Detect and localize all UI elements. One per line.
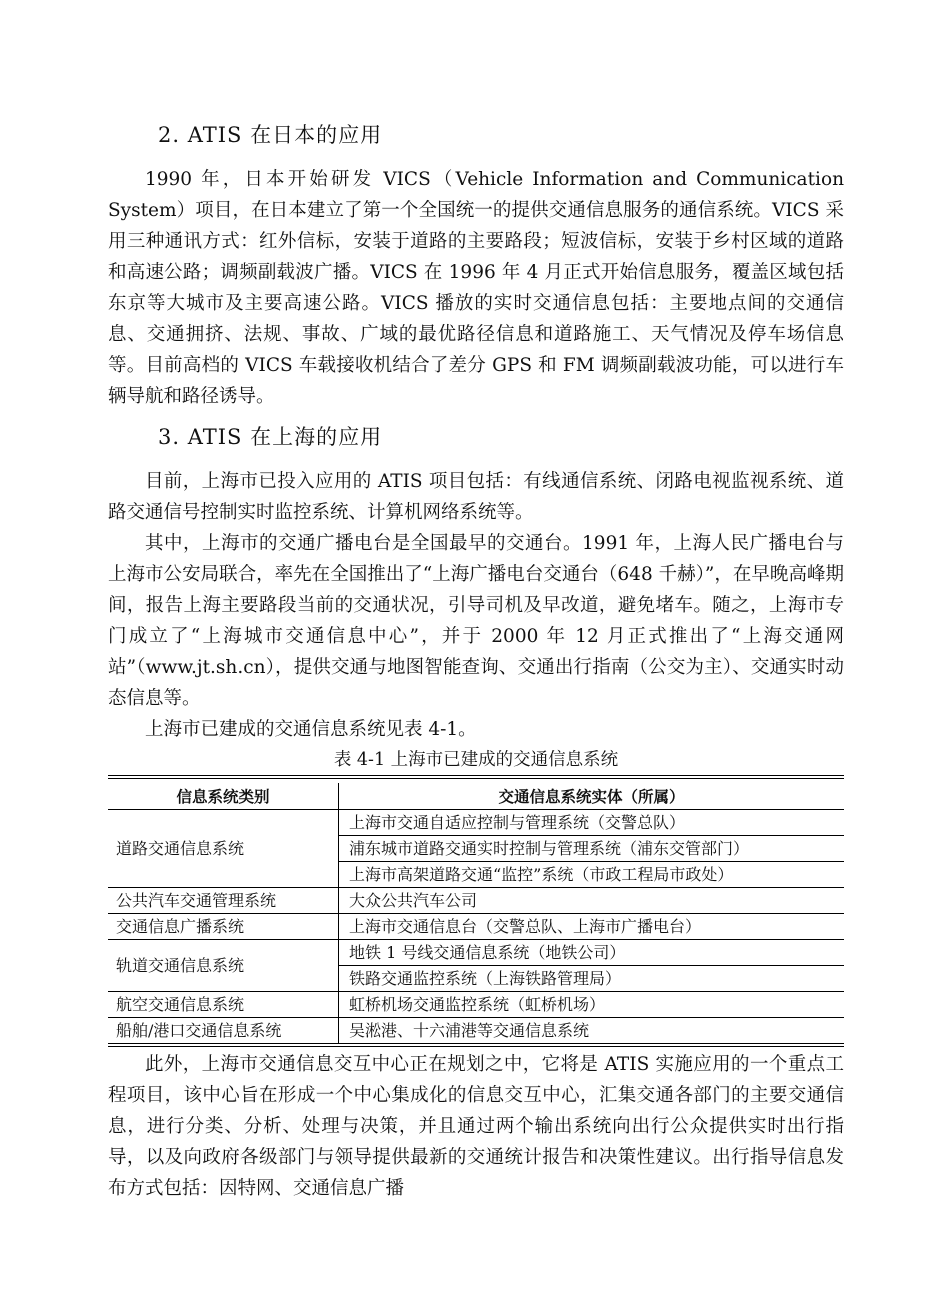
- table-row: [108, 940, 844, 966]
- paragraph-after-table: 此外，上海市交通信息交互中心正在规划之中，它将是 ATIS 实施应用的一个重点工程项目，该中心旨在形成一个中心集成化的信息交互中心，汇集交通各部门的主要交通信息，进行分类、分析、处理与决策，并且通过两个输出系统向出行公众提供实时出行指导，以及向政府各级部门与领导提供最新的交通统计报告和决策性建议。出行指导信息发布方式包括：因特网、交通信息广播: [108, 1054, 844, 1199]
- table-top-rule: [108, 775, 844, 779]
- table-cell-entity: 虹桥机场交通监控系统（虹桥机场）: [339, 992, 845, 1018]
- paragraph-shanghai-1: 目前，上海市已投入应用的 ATIS 项目包括：有线通信系统、闭路电视监视系统、道路交通信号控制实时监控系统、计算机网络系统等。: [108, 471, 844, 523]
- table-row: [108, 810, 844, 836]
- table-cell-category: 交通信息广播系统: [108, 914, 339, 940]
- heading-atis-japan: 2. ATIS 在日本的应用: [158, 123, 383, 147]
- table-row: [108, 888, 844, 914]
- table-header-entity: 交通信息系统实体（所属）: [339, 783, 845, 810]
- table-cell-category: 道路交通信息系统: [108, 810, 339, 888]
- table-row: [108, 1018, 844, 1044]
- table-cell-category: 轨道交通信息系统: [108, 940, 339, 992]
- table-row: [108, 992, 844, 1018]
- paragraph-shanghai-3: 上海市已建成的交通信息系统见表 4-1。: [145, 719, 477, 740]
- table-cell-entity: 浦东城市道路交通实时控制与管理系统（浦东交管部门）: [339, 836, 845, 862]
- table-header-category: 信息系统类别: [108, 783, 339, 810]
- table-cell-entity: 铁路交通监控系统（上海铁路管理局）: [339, 966, 845, 992]
- table-row: [108, 914, 844, 940]
- paragraph-shanghai-2: 其中，上海市的交通广播电台是全国最早的交通台。1991 年，上海人民广播电台与上海市公安局联合，率先在全国推出了“上海广播电台交通台（648 千赫）”，在早晚高峰期间，报告上海主要路段当前的交通状况，引导司机及早改道，避免堵车。随之，上海市专门成立了“上海城市交通信息中心”，并于 2000 年 12 月正式推出了“上海交通网站”（www.jt.sh.cn），提供交通与地图智能查询、交通出行指南（公交为主）、交通实时动态信息等。: [108, 533, 844, 709]
- table-header-row: [108, 783, 844, 810]
- table-caption: 表 4-1 上海市已建成的交通信息系统: [333, 750, 619, 770]
- table-cell-entity: 地铁 1 号线交通信息系统（地铁公司）: [339, 940, 845, 966]
- table-cell-category: 航空交通信息系统: [108, 992, 339, 1018]
- table-cell-category: 船舶/港口交通信息系统: [108, 1018, 339, 1044]
- traffic-info-table: [108, 783, 844, 1043]
- table-cell-entity: 大众公共汽车公司: [339, 888, 845, 914]
- heading-atis-shanghai: 3. ATIS 在上海的应用: [158, 425, 383, 449]
- table-cell-entity: 上海市高架道路交通“监控”系统（市政工程局市政处）: [339, 862, 845, 888]
- table-bottom-rule: [108, 1043, 844, 1047]
- table-cell-entity: 吴淞港、十六浦港等交通信息系统: [349, 1021, 590, 1040]
- table-cell-category: 公共汽车交通管理系统: [108, 888, 339, 914]
- paragraph-japan: 1990 年，日本开始研发 VICS（Vehicle Information and Communication System）项目，在日本建立了第一个全国统一的提供交通信息服务的通信系统。VICS 采用三种通讯方式：红外信标，安装于道路的主要路段；短波信标，安装于乡村区域的道路和高速公路；调频副载波广播。VICS 在 1996 年 4 月正式开始信息服务，覆盖区域包括东京等大城市及主要高速公路。VICS 播放的实时交通信息包括：主要地点间的交通信息、交通拥挤、法规、事故、广域的最优路径信息和道路施工、天气情况及停车场信息等。目前高档的 VICS 车载接收机结合了差分 GPS 和 FM 调频副载波功能，可以进行车辆导航和路径诱导。: [108, 169, 844, 407]
- table-cell-entity: 上海市交通自适应控制与管理系统（交警总队）: [339, 810, 845, 836]
- table-cell-entity: 上海市交通信息台（交警总队、上海市广播电台）: [339, 914, 845, 940]
- document-page: [108, 120, 844, 1204]
